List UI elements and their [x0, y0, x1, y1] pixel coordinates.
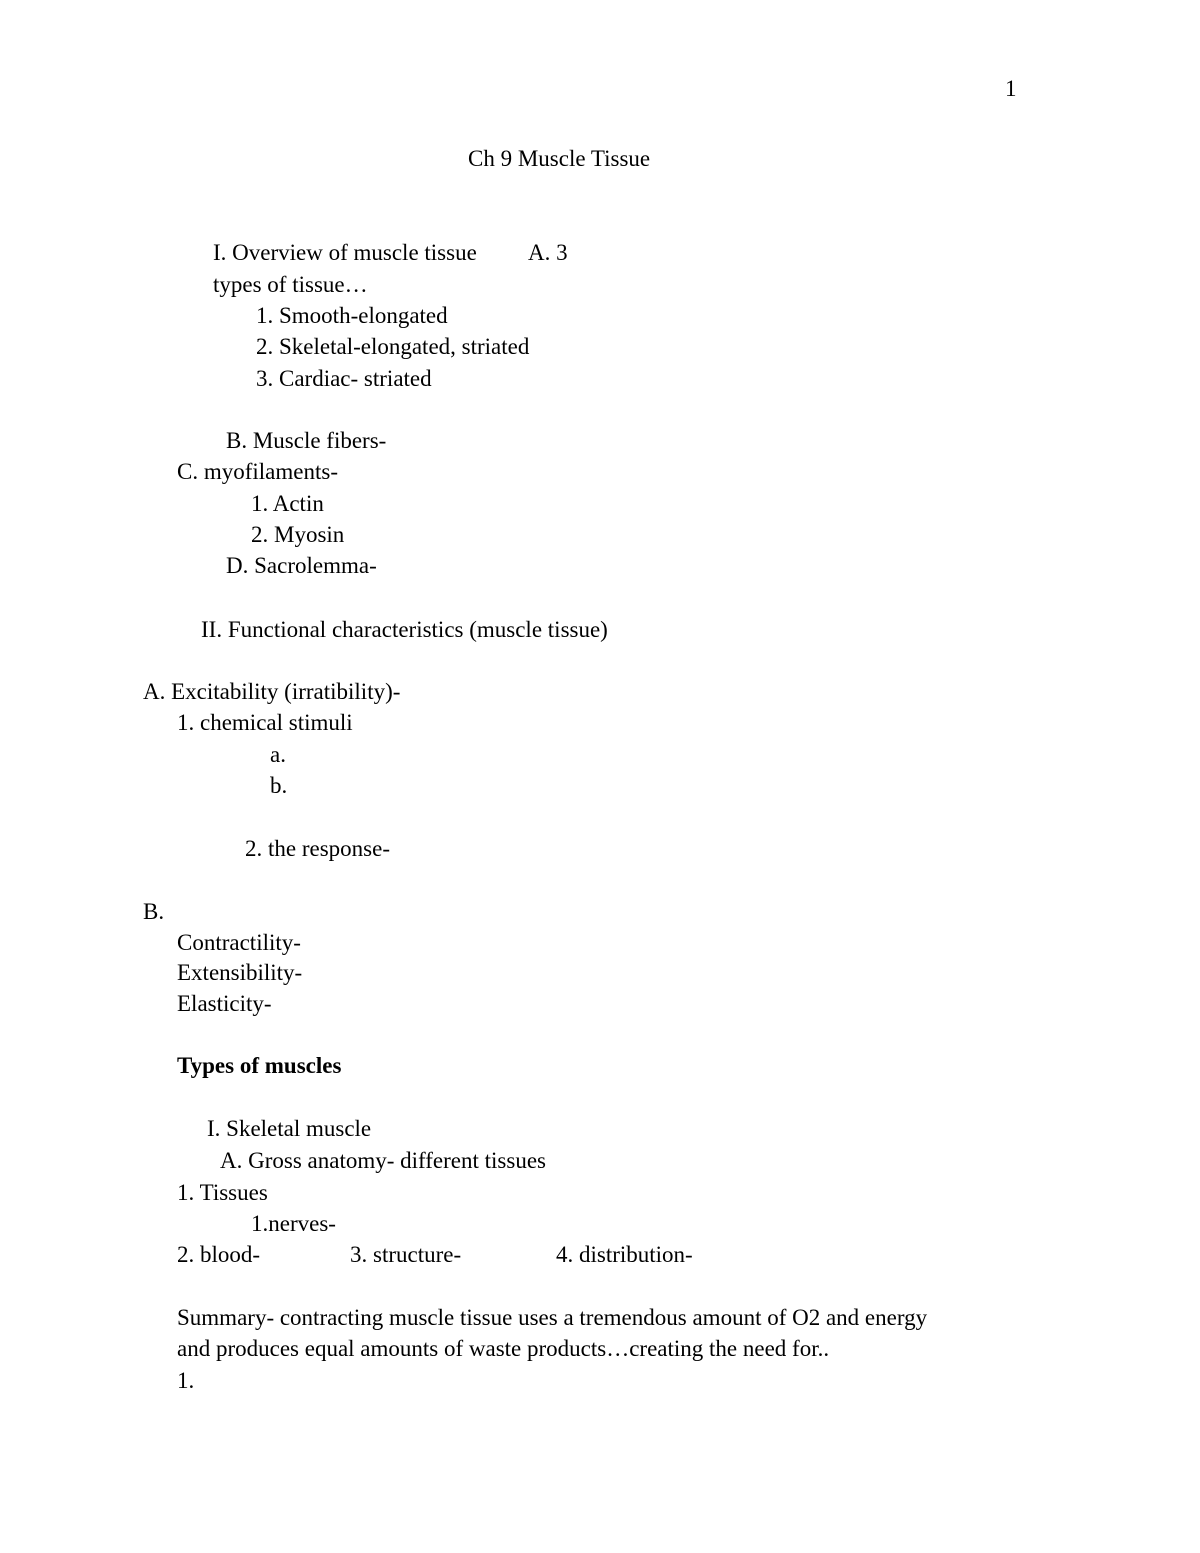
gross-anatomy-line: A. Gross anatomy- different tissues [220, 1148, 546, 1173]
section-2-heading: II. Functional characteristics (muscle tissue) [201, 617, 608, 642]
contractility-line: Contractility- [177, 930, 301, 955]
sub-item-a: a. [270, 742, 286, 767]
excitability-line: A. Excitability (irratibility)- [143, 679, 401, 704]
blood-item: 2. blood- [177, 1242, 261, 1267]
page-title: Ch 9 Muscle Tissue [468, 146, 651, 171]
nerves-line: 1.nerves- [251, 1211, 336, 1236]
list-item-skeletal: 2. Skeletal-elongated, striated [256, 334, 530, 359]
section-1-heading: I. Overview of muscle tissue [213, 240, 477, 265]
sacrolemma-line: D. Sacrolemma- [226, 553, 377, 578]
chemical-stimuli-line: 1. chemical stimuli [177, 710, 353, 735]
types-of-muscles-heading: Types of muscles [177, 1053, 342, 1078]
muscle-fibers-line: B. Muscle fibers- [226, 428, 387, 453]
page-number: 1 [1005, 76, 1017, 101]
section-1-a-text: types of tissue… [213, 272, 368, 297]
section-1-a-label: A. 3 [528, 240, 568, 265]
summary-line-3: 1. [177, 1368, 195, 1393]
tissues-line: 1. Tissues [177, 1180, 268, 1205]
b-label: B. [143, 899, 165, 924]
summary-line-1: Summary- contracting muscle tissue uses a tremendous amount of O2 and energy [177, 1305, 928, 1330]
summary-line-2: and produces equal amounts of waste products…creating the need for.. [177, 1336, 830, 1361]
response-line: 2. the response- [245, 836, 390, 861]
list-item-cardiac: 3. Cardiac- striated [256, 366, 432, 391]
myosin-line: 2. Myosin [251, 522, 345, 547]
extensibility-line: Extensibility- [177, 960, 303, 985]
myofilaments-line: C. myofilaments- [177, 459, 338, 484]
list-item-smooth: 1. Smooth-elongated [256, 303, 448, 328]
distribution-item: 4. distribution- [556, 1242, 693, 1267]
sub-item-b: b. [270, 773, 288, 798]
structure-item: 3. structure- [350, 1242, 462, 1267]
elasticity-line: Elasticity- [177, 991, 272, 1016]
actin-line: 1. Actin [251, 491, 324, 516]
skeletal-muscle-line: I. Skeletal muscle [207, 1116, 372, 1141]
